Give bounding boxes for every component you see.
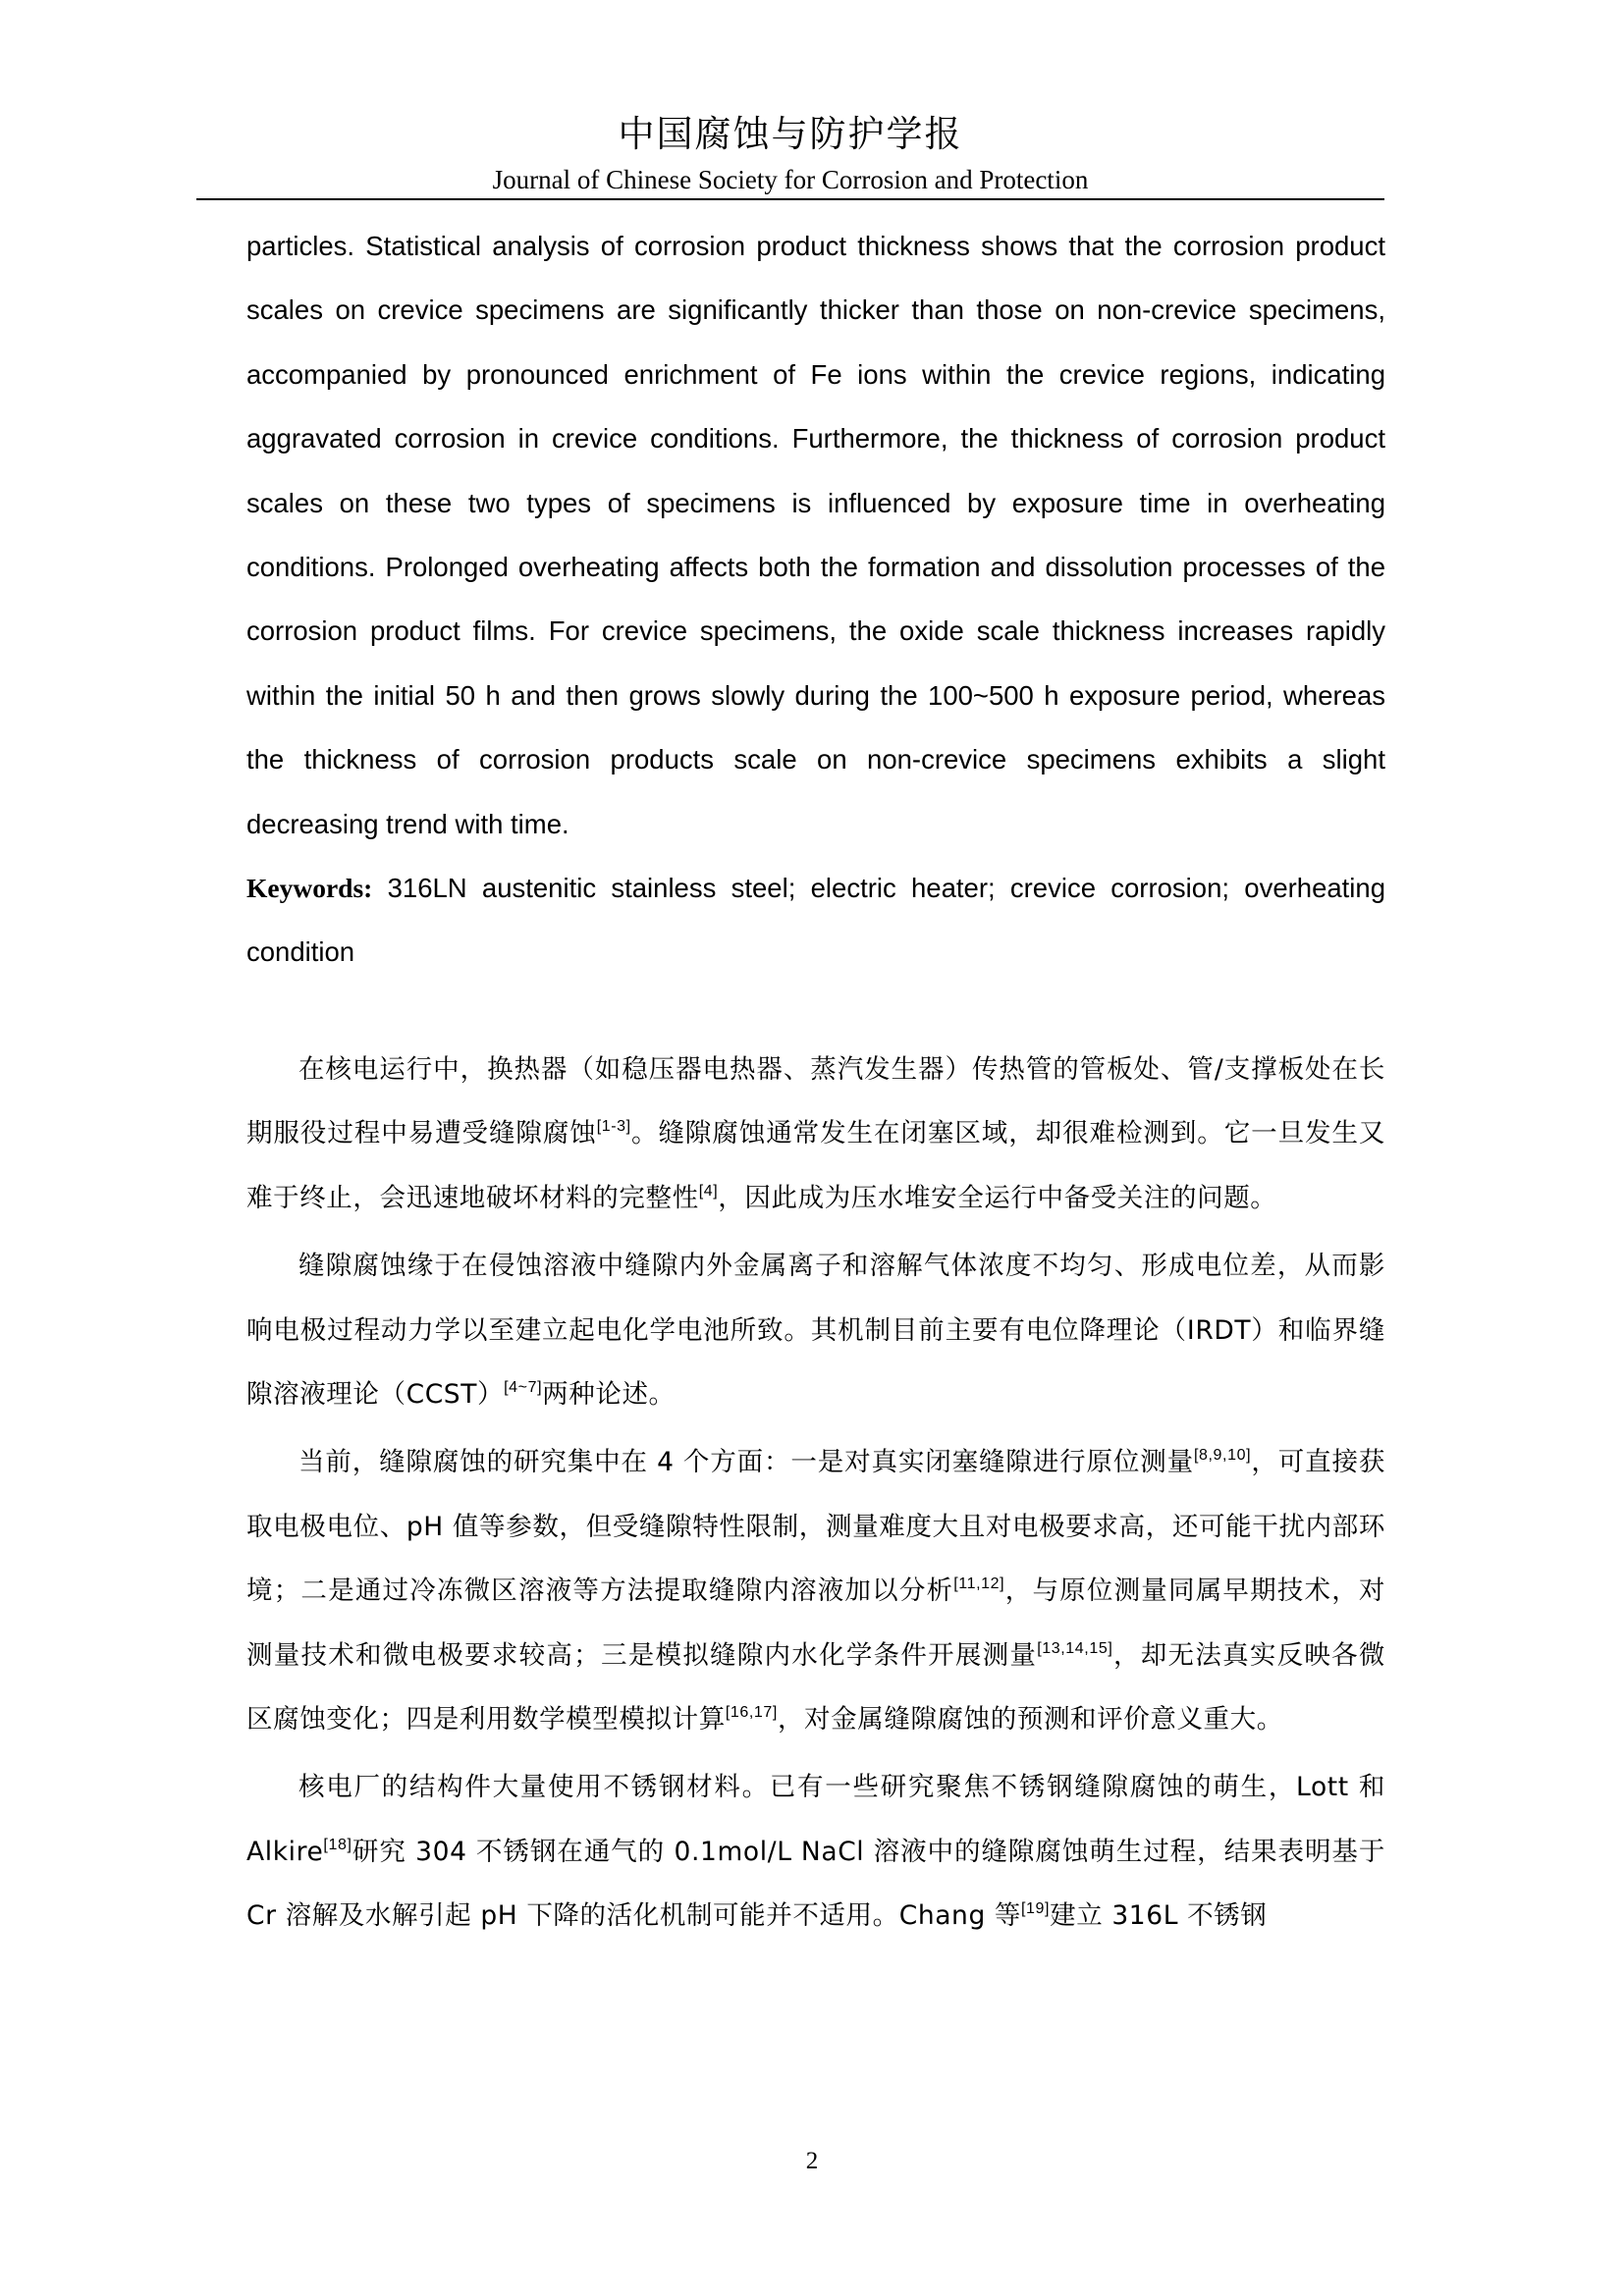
paragraph-text: 两种论述。 <box>542 1379 676 1411</box>
journal-title-english: Journal of Chinese Society for Corrosion and Protection <box>492 165 1089 194</box>
paragraph-text: 缝隙腐蚀缘于在侵蚀溶液中缝隙内外金属离子和溶解气体浓度不均匀、形成电位差，从而影响电极过程动力学以至建立起电化学电池所致。其机制目前主要有电位降理论（IRDT）和临界缝隙溶液理论（CCST） <box>246 1251 1385 1411</box>
citation: [4~7] <box>504 1379 543 1397</box>
citation: [8,9,10] <box>1193 1447 1252 1465</box>
journal-title-chinese: 中国腐蚀与防护学报 <box>618 113 963 155</box>
paragraph-text: ，与原位测量同属早期技术，对测量技术和微电极要求较高；三是模拟缝隙内水化学条件开展测量 <box>246 1575 1385 1671</box>
keywords-text: 316LN austenitic stainless steel; electric heater; crevice corrosion; overheating condition <box>246 873 1385 968</box>
paragraph-text: ，可直接获取电极电位、pH 值等参数，但受缝隙特性限制，测量难度大且对电极要求高，还可能干扰内部环境；二是通过冷冻微区溶液等方法提取缝隙内溶液加以分析 <box>246 1447 1385 1607</box>
header-divider <box>196 198 1384 200</box>
paragraph-text: ，因此成为压水堆安全运行中备受关注的问题。 <box>718 1182 1277 1213</box>
paragraph-3 <box>246 1430 1385 1751</box>
citation: [4] <box>698 1182 719 1200</box>
paragraph-text: 当前，缝隙腐蚀的研究集中在 4 个方面：一是对真实闭塞缝隙进行原位测量 <box>298 1447 1194 1478</box>
paragraph-1 <box>246 1038 1385 1230</box>
citation: [16,17] <box>725 1704 778 1722</box>
page-number: 2 <box>805 2148 819 2174</box>
citation: [18] <box>323 1836 352 1853</box>
paragraph-text: 在核电运行中，换热器（如稳压器电热器、蒸汽发生器）传热管的管板处、管/支撑板处在长期服役过程中易遭受缝隙腐蚀 <box>246 1054 1385 1149</box>
keywords-line <box>246 856 1385 985</box>
abstract-continuation: particles. Statistical analysis of corrosion product thickness shows that the corrosion product scales on crevice specimens are significantly thicker than those on non-crevice specimens, accompanied by pronounced enrichment of Fe ions within the crevice regions, indicating aggravated corrosion in crevice conditions. Furthermore, the thickness of corrosion product scales on these two types of specimens is influenced by exposure time in overheating conditions. Prolonged overheating affects both the formation and dissolution processes of the corrosion product films. For crevice specimens, the oxide scale thickness increases rapidly within the initial 50 h and then grows slowly during the 100~500 h exposure period, whereas the thickness of corrosion products scale on non-crevice specimens exhibits a slight decreasing trend with time. <box>246 231 1385 839</box>
paragraph-text: 。缝隙腐蚀通常发生在闭塞区域，却很难检测到。它一旦发生又难于终止，会迅速地破坏材料的完整性 <box>246 1118 1385 1213</box>
paragraph-text: ，却无法真实反映各微区腐蚀变化；四是利用数学模型模拟计算 <box>246 1639 1386 1735</box>
paragraph-text: 研究 304 不锈钢在通气的 0.1mol/L NaCl 溶液中的缝隙腐蚀萌生过程，结果表明基于 Cr 溶解及水解引起 pH 下降的活化机制可能并不适用。Chang 等 <box>246 1836 1385 1932</box>
running-header <box>196 110 1384 196</box>
introduction-body <box>246 1038 1385 1952</box>
citation: [19] <box>1021 1900 1051 1918</box>
citation: [1-3] <box>596 1118 631 1136</box>
paragraph-2 <box>246 1234 1385 1426</box>
keywords-label: Keywords: <box>246 873 373 904</box>
paragraph-text: 核电厂的结构件大量使用不锈钢材料。已有一些研究聚焦不锈钢缝隙腐蚀的萌生，Lott 和 Alkire <box>246 1772 1385 1867</box>
paragraph-text: ，对金属缝隙腐蚀的预测和评价意义重大。 <box>777 1704 1283 1735</box>
paragraph-text: 建立 316L 不锈钢 <box>1050 1900 1268 1932</box>
english-abstract <box>246 214 1385 985</box>
paragraph-4 <box>246 1755 1385 1948</box>
citation: [13,14,15] <box>1037 1639 1113 1657</box>
citation: [11,12] <box>953 1575 1005 1593</box>
